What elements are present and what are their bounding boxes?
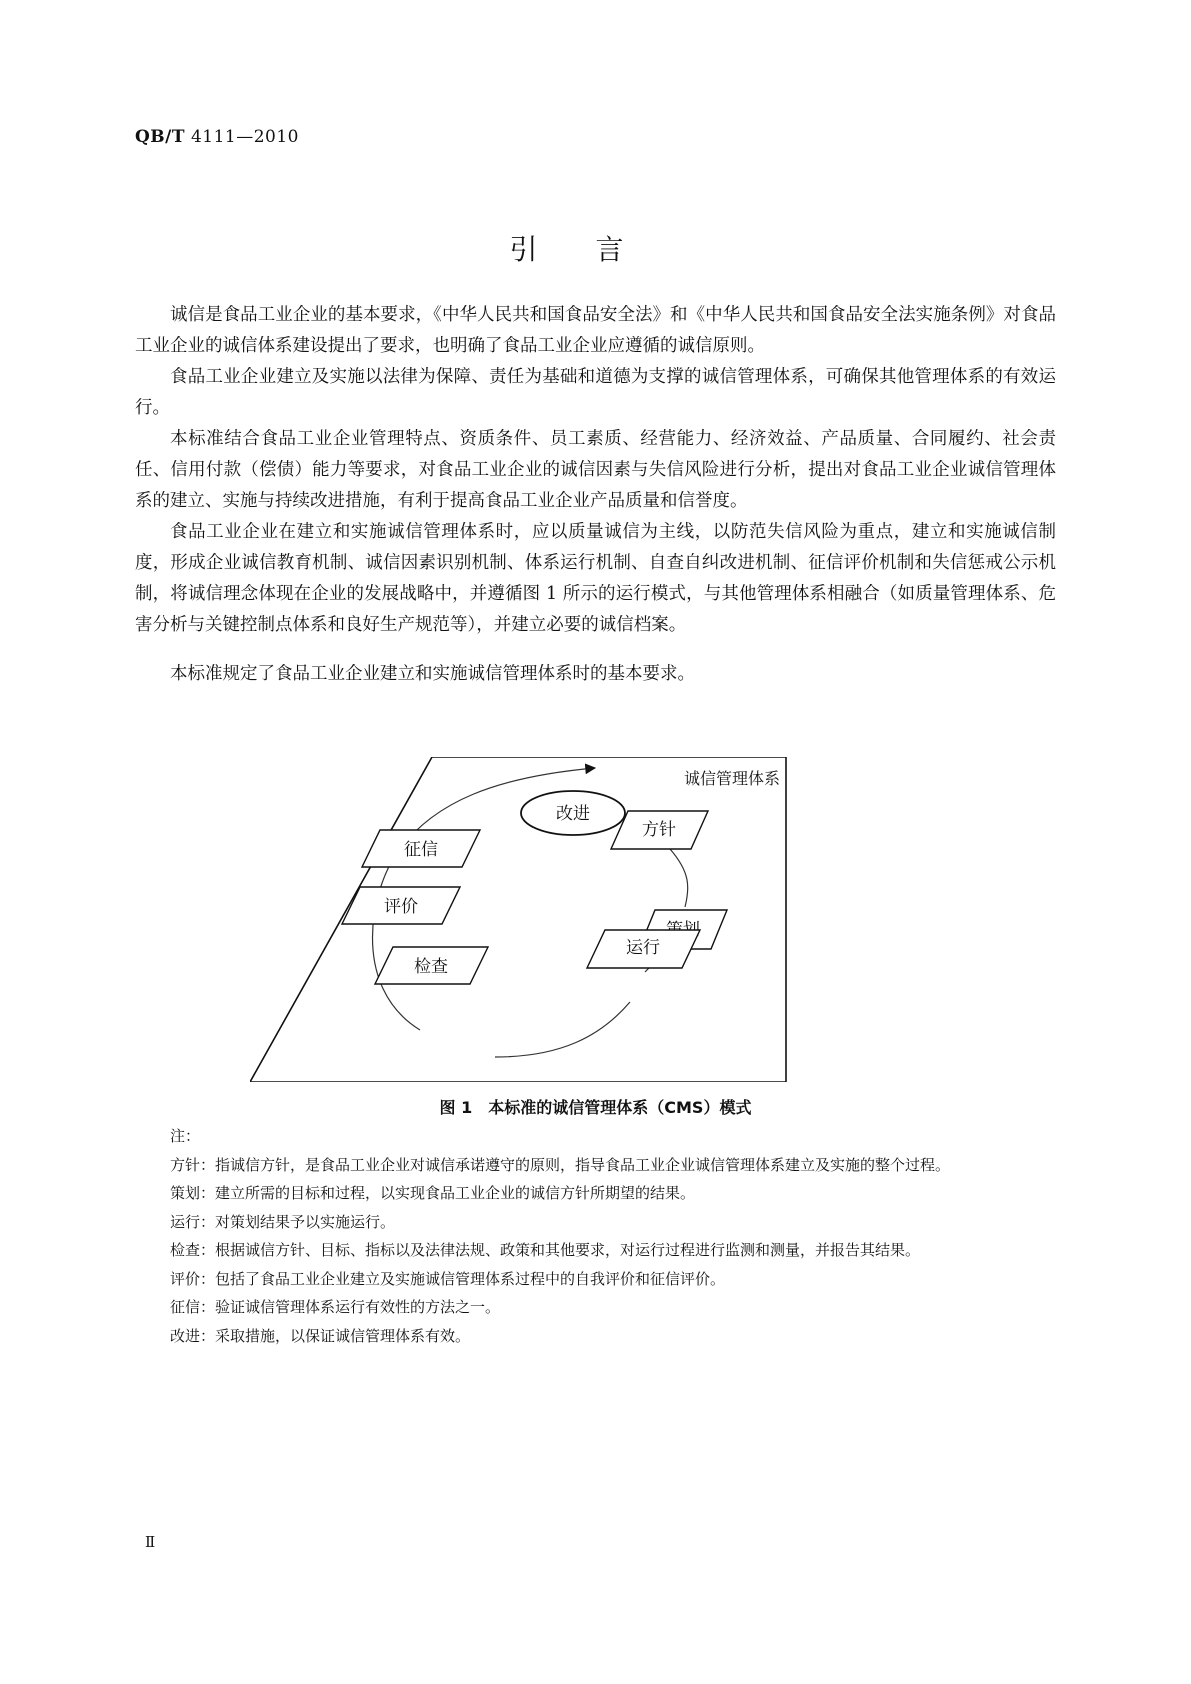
- note-policy: 方针：指诚信方针，是食品工业企业对诚信承诺遵守的原则，指导食品工业企业诚信管理体系建立及实施的整个过程。: [170, 1155, 951, 1174]
- improve-label: 改进: [556, 804, 590, 824]
- intro-paragraph-1: 诚信是食品工业企业的基本要求，《中华人民共和国食品安全法》和《中华人民共和国食品安全法实施条例》对食品工业企业的诚信体系建设提出了要求，也明确了食品工业企业应遵循的诚信原则。: [135, 305, 1056, 356]
- notes-section: [135, 1122, 1056, 1350]
- intro-paragraph-2: 食品工业企业建立及实施以法律为保障、责任为基础和道德为支撑的诚信管理体系，可确保其他管理体系的有效运行。: [135, 367, 1056, 418]
- note-check: 检查：根据诚信方针、目标、指标以及法律法规、政策和其他要求，对运行过程进行监测和测量，并报告其结果。: [170, 1241, 921, 1259]
- note-operate: 运行：对策划结果予以实施运行。: [170, 1212, 396, 1231]
- note-credit: 征信：验证诚信管理体系运行有效性的方法之一。: [170, 1298, 501, 1316]
- cms-model-diagram: [250, 757, 790, 1082]
- operate-label: 运行: [626, 938, 660, 958]
- check-label: 检查: [414, 957, 448, 977]
- note-planning: 策划：建立所需的目标和过程，以实现食品工业企业的诚信方针所期望的结果。: [170, 1184, 696, 1202]
- page-number: Ⅱ: [145, 1533, 156, 1551]
- standard-code: QB/T 4111—2010: [135, 127, 299, 147]
- evaluate-label: 评价: [384, 897, 418, 917]
- intro-paragraph-3: 本标准结合食品工业企业管理特点、资质条件、员工素质、经营能力、经济效益、产品质量、合同履约、社会责任、信用付款（偿债）能力等要求，对食品工业企业的诚信因素与失信风险进行分析，提出对食品工业企业诚信管理体系的建立、实施与持续改进措施，有利于提高食品工业企业产品质量和信誉度。: [135, 429, 1056, 511]
- note-evaluate: 评价：包括了食品工业企业建立及实施诚信管理体系过程中的自我评价和征信评价。: [170, 1269, 726, 1288]
- intro-paragraph-5: 本标准规定了食品工业企业建立和实施诚信管理体系时的基本要求。: [170, 664, 695, 684]
- intro-paragraph-4: 食品工业企业在建立和实施诚信管理体系时，应以质量诚信为主线，以防范失信风险为重点，建立和实施诚信制度，形成企业诚信教育机制、诚信因素识别机制、体系运行机制、自查自纠改进机制、征信评价机制和失信惩戒公示机制，将诚信理念体现在企业的发展战略中，并遵循图 1 所示的运行模式，与其他管理体系相融合（如质量管理体系、危害分析与关键控制点体系和良好生产规范等），并建立必要的诚信档案。: [135, 522, 1056, 635]
- credit-label: 征信: [404, 840, 438, 860]
- page-title: 引言: [509, 233, 682, 266]
- system-label: 诚信管理体系: [683, 769, 780, 788]
- policy-label: 方针: [642, 820, 676, 840]
- notes-label: 注：: [170, 1127, 201, 1145]
- note-improve: 改进：采取措施，以保证诚信管理体系有效。: [170, 1326, 471, 1345]
- figure-caption: 图 1 本标准的诚信管理体系（CMS）模式: [439, 1098, 752, 1117]
